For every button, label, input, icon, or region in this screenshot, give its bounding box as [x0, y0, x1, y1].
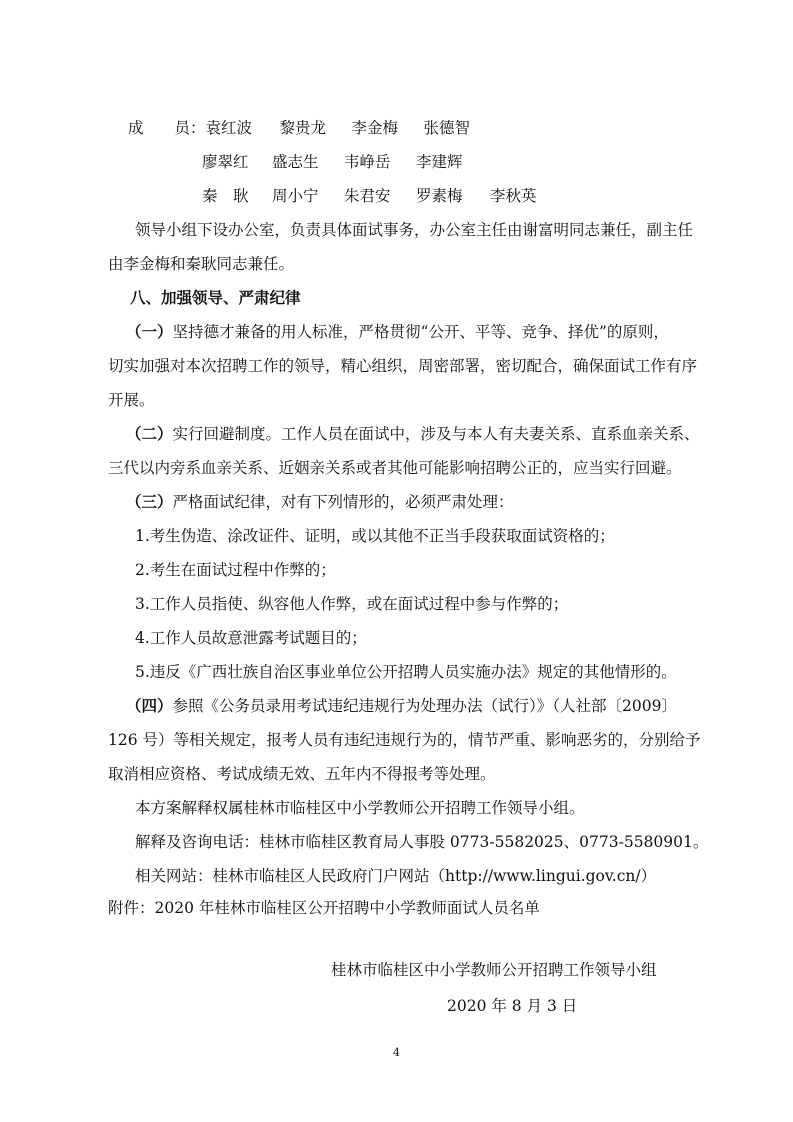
members-label: 成 员： — [128, 119, 206, 137]
paragraph-text: 参照《公务员录用考试违纪违规行为处理办法（试行）》（人社部〔2009〕 — [172, 697, 677, 715]
list-item: 1.考生伪造、涂改证件、证明，或以其他不正当手段获取面试资格的； — [135, 527, 615, 545]
paragraph-line — [126, 696, 677, 716]
members-row-1 — [128, 118, 470, 138]
page-number: 4 — [393, 1046, 400, 1059]
paragraph-marker: （四） — [126, 697, 173, 715]
list-item: 5.违反《广西壮族自治区事业单位公开招聘人员实施办法》规定的其他情形的。 — [135, 663, 677, 681]
paragraph-text: 实行回避制度。工作人员在面试中，涉及与本人有夫妻关系、直系血亲关系、 — [172, 425, 700, 443]
list-item: 3.工作人员指使、纵容他人作弊，或在面试过程中参与作弊的； — [135, 595, 569, 613]
signature-org: 桂林市临桂区中小学教师公开招聘工作领导小组 — [331, 961, 657, 979]
member-name: 张德智 — [423, 119, 471, 137]
section-heading: 八、加强领导、严肃纪律 — [130, 289, 301, 307]
paragraph-text: 严格面试纪律，对有下列情形的，必须严肃处理： — [172, 493, 514, 511]
paragraph-line — [126, 322, 669, 342]
paragraph-line: 切实加强对本次招聘工作的领导，精心组织，周密部署，密切配合，确保面试工作有序 — [108, 357, 698, 375]
list-item: 4.工作人员故意泄露考试题目的； — [135, 629, 367, 647]
member-name: 李秋英 — [490, 187, 537, 205]
attachment-line: 附件：2020 年桂林市临桂区公开招聘中小学教师面试人员名单 — [108, 899, 540, 917]
paragraph-marker: （一） — [126, 323, 173, 341]
list-item: 2.考生在面试过程中作弊的； — [135, 561, 336, 579]
paragraph-text: 坚持德才兼备的用人标准，严格贯彻“公开、平等、竞争、择优”的原则， — [172, 323, 669, 341]
interpretation-line: 本方案解释权属桂林市临桂区中小学教师公开招聘工作领导小组。 — [135, 799, 585, 817]
paragraph-line — [126, 424, 700, 444]
paragraph-line: 三代以内旁系血亲关系、近姻亲关系或者其他可能影响招聘公正的，应当实行回避。 — [108, 459, 682, 477]
member-name: 袁红波 — [205, 119, 253, 137]
website-line: 相关网站：桂林市临桂区人民政府门户网站（http://www.lingui.gov.cn/） — [135, 867, 657, 885]
member-name: 罗素梅 — [416, 187, 463, 205]
member-name: 廖翠红 — [202, 153, 249, 171]
member-name: 盛志生 — [272, 153, 319, 171]
office-paragraph-line: 由李金梅和秦耿同志兼任。 — [108, 255, 295, 273]
paragraph-marker: （二） — [126, 425, 173, 443]
paragraph-marker: （三） — [126, 493, 173, 511]
members-row-2 — [202, 152, 463, 172]
paragraph-line: 取消相应资格、考试成绩无效、五年内不得报考等处理。 — [108, 765, 496, 783]
member-name: 李建辉 — [416, 153, 463, 171]
phone-line: 解释及咨询电话：桂林市临桂区教育局人事股 0773-5582025、0773-5580901。 — [135, 833, 709, 851]
member-name: 朱君安 — [344, 187, 391, 205]
signature-date: 2020 年 8 月 3 日 — [447, 997, 578, 1015]
members-row-3 — [202, 186, 537, 206]
member-name: 周小宁 — [272, 187, 319, 205]
paragraph-line: 开展。 — [108, 391, 155, 409]
member-name: 韦峥岳 — [344, 153, 391, 171]
member-name: 黎贵龙 — [279, 119, 327, 137]
member-name: 李金梅 — [351, 119, 399, 137]
office-paragraph-line: 领导小组下设办公室，负责具体面试事务，办公室主任由谢富明同志兼任，副主任 — [135, 221, 694, 239]
paragraph-line: 126 号）等相关规定，报考人员有违纪违规行为的，情节严重、影响恶劣的，分别给予 — [108, 731, 701, 749]
member-name: 秦 耿 — [202, 187, 249, 205]
paragraph-line — [126, 492, 514, 512]
